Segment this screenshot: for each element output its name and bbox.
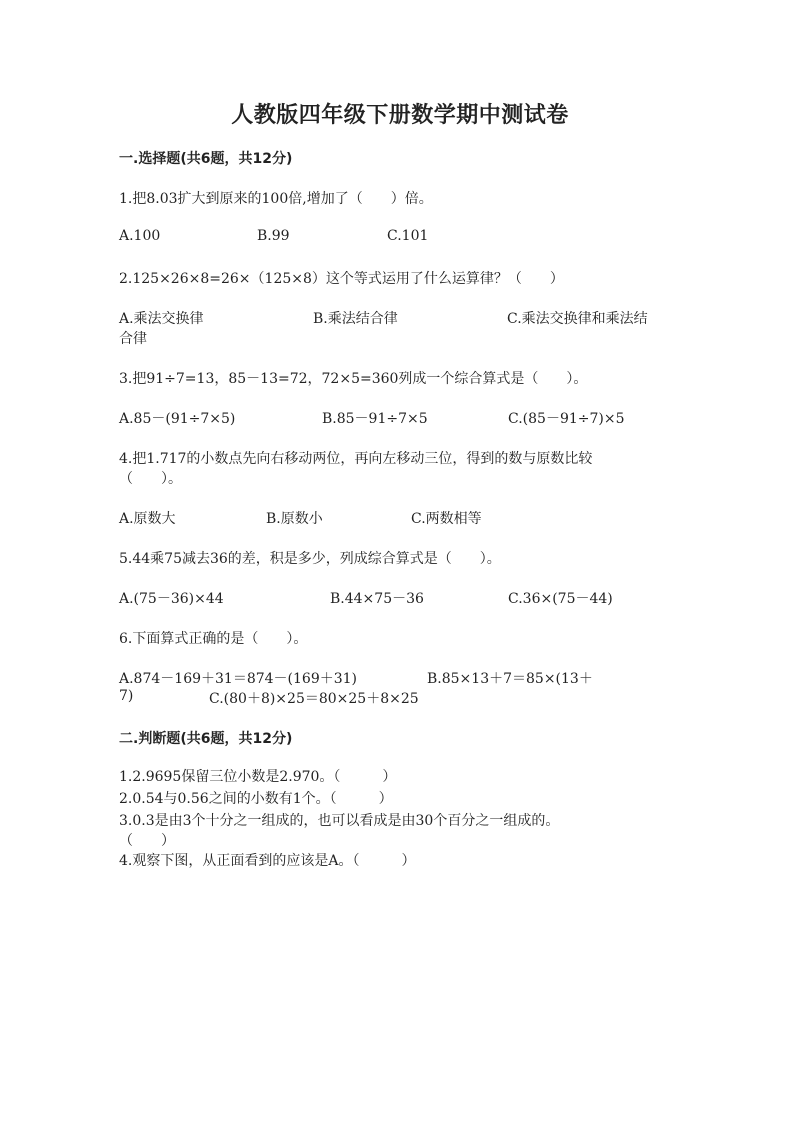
q3-option-c: C.(85－91÷7)×5 (508, 411, 625, 427)
section-title-true-false: 二.判断题(共6题，共12分) (119, 731, 293, 747)
question-4-stem-wrap: （ ）。 (119, 471, 182, 487)
judgment-item-3-wrap: （ ） (119, 833, 175, 849)
q4-option-b: B.原数小 (266, 511, 323, 527)
section-title-multiple-choice: 一.选择题(共6题，共12分) (119, 151, 293, 167)
judgment-item-1: 1.2.9695保留三位小数是2.970。（ ） (119, 769, 397, 785)
document-title: 人教版四年级下册数学期中测试卷 (231, 102, 569, 128)
question-3-stem: 3.把91÷7=13，85－13=72，72×5=360列成一个综合算式是（ ）。 (119, 371, 588, 387)
question-4-stem: 4.把1.717的小数点先向右移动两位，再向左移动三位，得到的数与原数比较 (119, 451, 593, 467)
q5-option-a: A.(75－36)×44 (119, 591, 224, 607)
q3-option-a: A.85－(91÷7×5) (119, 411, 236, 427)
q6-option-a: A.874－169＋31＝874－(169＋31) (119, 671, 357, 687)
q1-option-a: A.100 (119, 228, 161, 244)
q4-option-c: C.两数相等 (411, 511, 482, 527)
q3-option-b: B.85－91÷7×5 (322, 411, 428, 427)
q2-option-c: C.乘法交换律和乘法结 (507, 311, 648, 327)
q6-option-c: C.(80＋8)×25＝80×25＋8×25 (209, 691, 419, 707)
judgment-item-4: 4.观察下图，从正面看到的应该是A。（ ） (119, 853, 416, 869)
q6-option-b-wrap: 7) (119, 688, 134, 704)
q2-option-c-wrap: 合律 (119, 331, 147, 347)
q4-option-a: A.原数大 (119, 511, 176, 527)
q5-option-c: C.36×(75－44) (508, 591, 613, 607)
q6-option-b: B.85×13＋7＝85×(13＋ (427, 671, 593, 687)
judgment-item-2: 2.0.54与0.56之间的小数有1个。（ ） (119, 791, 393, 807)
q1-option-b: B.99 (257, 228, 290, 244)
question-5-stem: 5.44乘75减去36的差，积是多少，列成综合算式是（ ）。 (119, 551, 501, 567)
q1-option-c: C.101 (387, 228, 429, 244)
question-1-stem: 1.把8.03扩大到原来的100倍,增加了（ ）倍。 (119, 191, 433, 207)
q2-option-b: B.乘法结合律 (313, 311, 398, 327)
question-6-stem: 6.下面算式正确的是（ ）。 (119, 631, 308, 647)
judgment-item-3: 3.0.3是由3个十分之一组成的，也可以看成是由30个百分之一组成的。 (119, 813, 560, 829)
q2-option-a: A.乘法交换律 (119, 311, 204, 327)
q5-option-b: B.44×75－36 (330, 591, 424, 607)
question-2-stem: 2.125×26×8=26×（125×8）这个等式运用了什么运算律？（ ） (119, 271, 564, 287)
